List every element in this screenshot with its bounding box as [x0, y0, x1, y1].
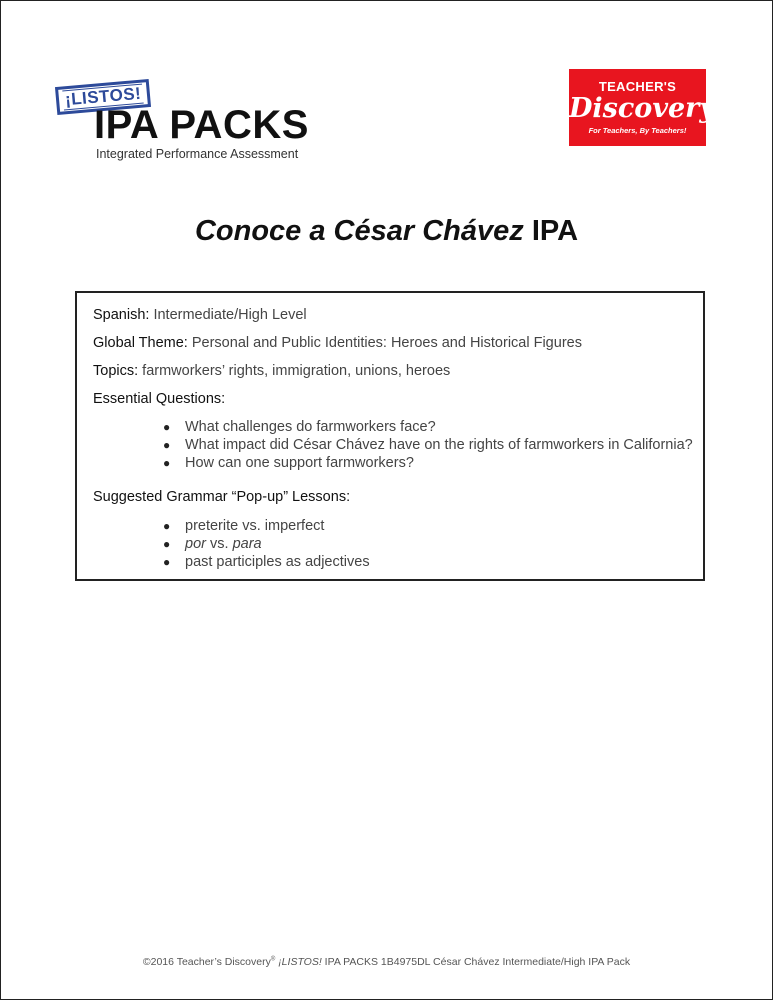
questions-list	[163, 418, 693, 472]
logo-tagline: For Teachers, By Teachers!	[588, 126, 687, 135]
title-suffix: IPA	[523, 215, 579, 247]
list-item	[163, 535, 370, 553]
topics-label: Topics:	[93, 363, 139, 379]
theme-label: Global Theme:	[93, 335, 188, 351]
list-item: ● How can one support farmworkers?	[163, 454, 693, 472]
grammar-label: Suggested Grammar “Pop-up” Lessons:	[93, 489, 351, 505]
grammar-list	[163, 517, 370, 571]
spanish-label: Spanish:	[93, 307, 150, 323]
spanish-value: Intermediate/High Level	[149, 307, 307, 323]
spanish-row	[93, 307, 307, 323]
brand-subtitle: Integrated Performance Assessment	[96, 147, 299, 161]
list-item: ● past participles as adjectives	[163, 553, 370, 571]
stamp-text: ¡LISTOS!	[62, 84, 144, 111]
page-footer	[1, 956, 772, 968]
grammar-para: para	[232, 536, 262, 552]
footer-listos: ¡LISTOS!	[278, 956, 322, 968]
logo-middle-text: Discovery	[569, 93, 716, 124]
topics-value: farmworkers’ rights, immigration, unions, heroes	[138, 363, 451, 379]
title-italic: Conoce a César Chávez	[194, 215, 524, 247]
footer-copyright: ©2016 Teacher’s Discovery	[142, 956, 271, 968]
list-item: ● What challenges do farmworkers face?	[163, 418, 693, 436]
list-item: ● preterite vs. imperfect	[163, 517, 370, 535]
grammar-vs: vs.	[205, 536, 233, 552]
questions-label: Essential Questions:	[93, 391, 226, 407]
theme-value: Personal and Public Identities: Heroes and Historical Figures	[187, 335, 582, 351]
topics-row	[93, 363, 450, 379]
brand-title: IPA PACKS	[94, 103, 309, 147]
list-item: ● What impact did César Chávez have on the rights of farmworkers in California?	[163, 436, 693, 454]
listos-ipa-packs-logo	[56, 79, 326, 169]
logo-top-text: TEACHER'S	[598, 79, 677, 94]
page-title	[1, 215, 772, 248]
questions-row	[93, 391, 225, 407]
teachers-discovery-logo	[569, 69, 716, 146]
footer-product: IPA PACKS 1B4975DL César Chávez Intermediate/High IPA Pack	[321, 956, 631, 968]
grammar-row	[93, 489, 350, 505]
theme-row	[93, 335, 582, 351]
grammar-por: por	[185, 536, 206, 552]
info-box	[75, 291, 705, 581]
registered-mark: ®	[270, 956, 276, 963]
